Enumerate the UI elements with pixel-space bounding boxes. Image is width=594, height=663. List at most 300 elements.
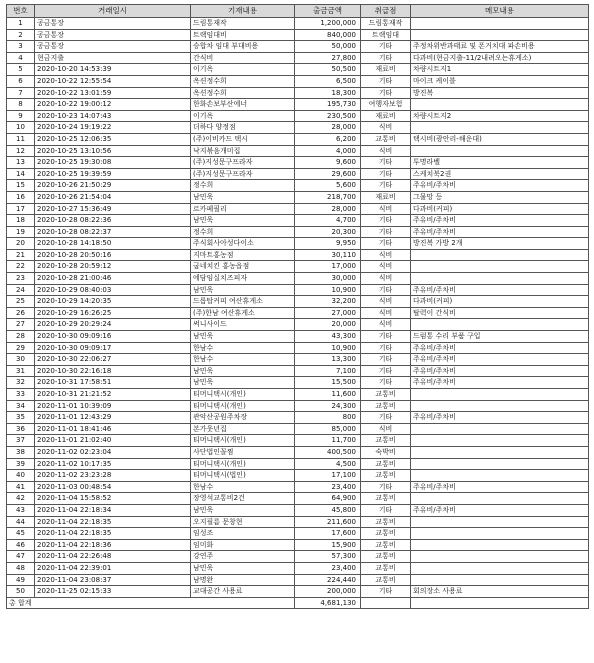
cell-no: 9 <box>7 110 35 122</box>
header-no: 번호 <box>7 5 35 18</box>
cell-datetime: 2020-11-01 21:02:40 <box>35 435 191 447</box>
cell-description: 정수희 <box>191 180 295 192</box>
table-row <box>7 539 589 551</box>
table-row <box>7 52 589 64</box>
cell-datetime: 2020-11-04 22:18:35 <box>35 528 191 540</box>
table-row <box>7 319 589 331</box>
cell-branch: 식비 <box>361 203 411 215</box>
cell-memo <box>411 400 589 412</box>
cell-no: 11 <box>7 133 35 145</box>
cell-memo <box>411 458 589 470</box>
cell-no: 3 <box>7 41 35 53</box>
cell-no: 6 <box>7 75 35 87</box>
cell-description: 교대공간 사용료 <box>191 586 295 598</box>
table-row <box>7 365 589 377</box>
cell-no: 5 <box>7 64 35 76</box>
table-row <box>7 296 589 308</box>
cell-description: 남민욱 <box>191 365 295 377</box>
cell-datetime: 2020-10-30 22:06:27 <box>35 354 191 366</box>
expense-table <box>6 4 589 609</box>
cell-no: 27 <box>7 319 35 331</box>
cell-amount: 11,600 <box>295 389 361 401</box>
cell-no: 47 <box>7 551 35 563</box>
cell-no: 21 <box>7 249 35 261</box>
cell-branch: 기타 <box>361 168 411 180</box>
cell-branch: 교통비 <box>361 562 411 574</box>
cell-description: 남민욱 <box>191 284 295 296</box>
table-row <box>7 41 589 53</box>
cell-datetime: 2020-10-26 21:54:04 <box>35 191 191 203</box>
cell-memo: 그물망 등 <box>411 191 589 203</box>
cell-amount: 11,700 <box>295 435 361 447</box>
cell-memo: 주유비/주차비 <box>411 180 589 192</box>
cell-branch: 교통비 <box>361 458 411 470</box>
cell-branch: 식비 <box>361 273 411 285</box>
cell-description: 트랙임대비 <box>191 29 295 41</box>
cell-branch: 기타 <box>361 52 411 64</box>
cell-branch: 교통비 <box>361 539 411 551</box>
total-memo-empty <box>411 597 589 609</box>
total-amount: 4,681,130 <box>295 597 361 609</box>
cell-datetime: 2020-10-25 19:39:59 <box>35 168 191 180</box>
cell-amount: 10,900 <box>295 284 361 296</box>
cell-no: 45 <box>7 528 35 540</box>
header-branch: 취급점 <box>361 5 411 18</box>
cell-description: 한남수 <box>191 342 295 354</box>
cell-no: 37 <box>7 435 35 447</box>
header-amount: 출금금액 <box>295 5 361 18</box>
cell-datetime: 2020-10-29 08:40:03 <box>35 284 191 296</box>
cell-datetime: 2020-10-29 20:29:24 <box>35 319 191 331</box>
cell-memo <box>411 516 589 528</box>
cell-no: 10 <box>7 122 35 134</box>
table-row <box>7 75 589 87</box>
table-row <box>7 562 589 574</box>
table-row <box>7 226 589 238</box>
cell-branch: 재료비 <box>361 191 411 203</box>
table-row <box>7 528 589 540</box>
cell-branch: 기타 <box>361 215 411 227</box>
cell-amount: 20,000 <box>295 319 361 331</box>
cell-memo: 주유비/주차비 <box>411 412 589 424</box>
cell-memo <box>411 551 589 563</box>
cell-datetime: 2020-10-28 20:59:12 <box>35 261 191 273</box>
cell-amount: 17,600 <box>295 528 361 540</box>
cell-memo <box>411 99 589 111</box>
cell-datetime: 2020-11-01 12:43:29 <box>35 412 191 424</box>
cell-amount: 50,500 <box>295 64 361 76</box>
cell-datetime: 2020-11-02 02:23:04 <box>35 446 191 458</box>
cell-no: 23 <box>7 273 35 285</box>
cell-no: 32 <box>7 377 35 389</box>
table-row <box>7 504 589 516</box>
cell-description: 드롭탑커피 여산휴게소 <box>191 296 295 308</box>
total-label: 총 합계 <box>7 597 295 609</box>
cell-datetime: 공금통장 <box>35 29 191 41</box>
cell-description: 남민욱 <box>191 562 295 574</box>
cell-datetime: 2020-10-26 21:50:29 <box>35 180 191 192</box>
table-row <box>7 133 589 145</box>
cell-datetime: 2020-10-22 12:55:54 <box>35 75 191 87</box>
cell-datetime: 2020-11-25 02:15:33 <box>35 586 191 598</box>
cell-branch: 교통비 <box>361 493 411 505</box>
table-row <box>7 191 589 203</box>
cell-amount: 20,300 <box>295 226 361 238</box>
cell-no: 4 <box>7 52 35 64</box>
cell-branch: 기타 <box>361 41 411 53</box>
cell-branch: 기타 <box>361 586 411 598</box>
cell-memo <box>411 122 589 134</box>
cell-no: 18 <box>7 215 35 227</box>
table-row <box>7 273 589 285</box>
cell-description: 한남수 <box>191 481 295 493</box>
cell-memo <box>411 435 589 447</box>
table-row <box>7 342 589 354</box>
cell-branch: 교통비 <box>361 133 411 145</box>
cell-branch: 기타 <box>361 180 411 192</box>
cell-no: 8 <box>7 99 35 111</box>
cell-no: 28 <box>7 331 35 343</box>
cell-branch: 교통비 <box>361 528 411 540</box>
table-row <box>7 18 589 30</box>
cell-no: 39 <box>7 458 35 470</box>
cell-description: 티머니택시(개인) <box>191 435 295 447</box>
cell-amount: 85,000 <box>295 423 361 435</box>
cell-amount: 6,200 <box>295 133 361 145</box>
table-row <box>7 574 589 586</box>
cell-no: 34 <box>7 400 35 412</box>
cell-description: (주)한남 여산휴게소 <box>191 307 295 319</box>
table-row <box>7 493 589 505</box>
cell-amount: 15,500 <box>295 377 361 389</box>
cell-description: 옥션정수희 <box>191 75 295 87</box>
cell-amount: 64,900 <box>295 493 361 505</box>
cell-amount: 23,400 <box>295 481 361 493</box>
table-row <box>7 180 589 192</box>
cell-description: 지마트홍농점 <box>191 249 295 261</box>
cell-datetime: 2020-10-25 13:10:56 <box>35 145 191 157</box>
cell-memo: 주유비/주차비 <box>411 354 589 366</box>
cell-no: 44 <box>7 516 35 528</box>
cell-memo <box>411 493 589 505</box>
cell-branch: 재료비 <box>361 110 411 122</box>
cell-no: 19 <box>7 226 35 238</box>
cell-description: 남민욱 <box>191 377 295 389</box>
cell-amount: 10,900 <box>295 342 361 354</box>
cell-no: 12 <box>7 145 35 157</box>
cell-description: 티머니택시(개인) <box>191 400 295 412</box>
cell-datetime: 2020-10-30 09:09:17 <box>35 342 191 354</box>
cell-branch: 기타 <box>361 481 411 493</box>
table-row <box>7 435 589 447</box>
cell-description: (주)지성문구프라자 <box>191 157 295 169</box>
cell-datetime: 2020-10-31 21:21:52 <box>35 389 191 401</box>
cell-description: 르카페필리 <box>191 203 295 215</box>
cell-no: 2 <box>7 29 35 41</box>
cell-branch: 기타 <box>361 412 411 424</box>
cell-no: 46 <box>7 539 35 551</box>
cell-description: 오지필름 문창현 <box>191 516 295 528</box>
cell-no: 17 <box>7 203 35 215</box>
cell-no: 20 <box>7 238 35 250</box>
cell-amount: 45,800 <box>295 504 361 516</box>
cell-amount: 4,700 <box>295 215 361 227</box>
cell-amount: 400,500 <box>295 446 361 458</box>
cell-no: 13 <box>7 157 35 169</box>
cell-no: 7 <box>7 87 35 99</box>
cell-no: 26 <box>7 307 35 319</box>
total-row <box>7 597 589 609</box>
cell-no: 31 <box>7 365 35 377</box>
cell-memo: 주유비/주차비 <box>411 481 589 493</box>
cell-branch: 식비 <box>361 145 411 157</box>
cell-memo: 주유비/주차비 <box>411 215 589 227</box>
cell-datetime: 2020-11-04 22:26:48 <box>35 551 191 563</box>
cell-branch: 기타 <box>361 377 411 389</box>
cell-branch: 식비 <box>361 296 411 308</box>
cell-description: 장영석교통비2건 <box>191 493 295 505</box>
header-memo: 메모내용 <box>411 5 589 18</box>
cell-memo: 차량시트지1 <box>411 64 589 76</box>
table-row <box>7 157 589 169</box>
cell-branch: 기타 <box>361 504 411 516</box>
table-row <box>7 400 589 412</box>
cell-datetime: 2020-11-02 23:23:28 <box>35 470 191 482</box>
cell-datetime: 2020-10-30 09:09:16 <box>35 331 191 343</box>
table-row <box>7 307 589 319</box>
cell-no: 29 <box>7 342 35 354</box>
cell-datetime: 2020-10-28 08:22:36 <box>35 215 191 227</box>
table-row <box>7 354 589 366</box>
cell-memo: 차량시트지2 <box>411 110 589 122</box>
table-row <box>7 284 589 296</box>
cell-no: 24 <box>7 284 35 296</box>
cell-datetime: 2020-11-03 00:48:54 <box>35 481 191 493</box>
total-branch-empty <box>361 597 411 609</box>
cell-description: 이기옥 <box>191 110 295 122</box>
cell-description: 임미화 <box>191 539 295 551</box>
cell-description: 티머니택시(개인) <box>191 389 295 401</box>
cell-description: 옥션정수희 <box>191 87 295 99</box>
table-row <box>7 87 589 99</box>
cell-amount: 800 <box>295 412 361 424</box>
cell-amount: 211,600 <box>295 516 361 528</box>
cell-branch: 교통비 <box>361 435 411 447</box>
header-datetime: 거래일시 <box>35 5 191 18</box>
cell-amount: 27,000 <box>295 307 361 319</box>
cell-description: 남민욱 <box>191 331 295 343</box>
cell-branch: 식비 <box>361 423 411 435</box>
cell-amount: 23,400 <box>295 562 361 574</box>
table-row <box>7 29 589 41</box>
cell-datetime: 2020-11-04 22:39:01 <box>35 562 191 574</box>
cell-branch: 교통비 <box>361 551 411 563</box>
cell-memo: 회의장소 사용료 <box>411 586 589 598</box>
cell-description: 이기옥 <box>191 64 295 76</box>
cell-datetime: 2020-10-31 17:58:51 <box>35 377 191 389</box>
cell-description: 정수희 <box>191 226 295 238</box>
cell-amount: 27,800 <box>295 52 361 64</box>
cell-branch: 교통비 <box>361 516 411 528</box>
cell-branch: 트랙임대 <box>361 29 411 41</box>
cell-description: 주식회사아성다이소 <box>191 238 295 250</box>
cell-amount: 32,200 <box>295 296 361 308</box>
cell-amount: 28,000 <box>295 122 361 134</box>
cell-amount: 7,100 <box>295 365 361 377</box>
cell-amount: 9,600 <box>295 157 361 169</box>
cell-branch: 교통비 <box>361 574 411 586</box>
cell-memo: 다과비(커피) <box>411 296 589 308</box>
cell-branch: 재료비 <box>361 64 411 76</box>
cell-no: 49 <box>7 574 35 586</box>
cell-description: 남민욱 <box>191 504 295 516</box>
cell-description: 남명완 <box>191 574 295 586</box>
cell-datetime: 2020-10-25 12:06:35 <box>35 133 191 145</box>
cell-memo: 드럼통 수리 부품 구입 <box>411 331 589 343</box>
cell-branch: 기타 <box>361 331 411 343</box>
cell-amount: 5,600 <box>295 180 361 192</box>
cell-datetime: 2020-10-23 14:07:43 <box>35 110 191 122</box>
cell-description: 드림통재작 <box>191 18 295 30</box>
cell-datetime: 2020-10-22 13:01:59 <box>35 87 191 99</box>
cell-amount: 4,500 <box>295 458 361 470</box>
cell-datetime: 2020-11-04 23:08:37 <box>35 574 191 586</box>
cell-branch: 드림통재작 <box>361 18 411 30</box>
cell-memo <box>411 528 589 540</box>
table-row <box>7 470 589 482</box>
cell-memo: 주유비/주차비 <box>411 226 589 238</box>
cell-amount: 28,000 <box>295 203 361 215</box>
cell-amount: 17,000 <box>295 261 361 273</box>
table-row <box>7 215 589 227</box>
cell-amount: 29,600 <box>295 168 361 180</box>
cell-memo: 방진복 가방 2개 <box>411 238 589 250</box>
cell-datetime: 2020-10-24 19:19:22 <box>35 122 191 134</box>
table-row <box>7 238 589 250</box>
table-row <box>7 331 589 343</box>
table-row <box>7 586 589 598</box>
cell-memo: 주유비/주차비 <box>411 365 589 377</box>
cell-memo: 다과비(현금지출-11/2내려오는휴게소) <box>411 52 589 64</box>
expense-sheet <box>6 4 588 609</box>
cell-no: 16 <box>7 191 35 203</box>
table-row <box>7 64 589 76</box>
cell-description: 에담임실치즈피자 <box>191 273 295 285</box>
cell-datetime: 2020-10-29 16:26:25 <box>35 307 191 319</box>
cell-description: 본가웃년집 <box>191 423 295 435</box>
cell-no: 35 <box>7 412 35 424</box>
cell-no: 1 <box>7 18 35 30</box>
cell-no: 38 <box>7 446 35 458</box>
cell-no: 50 <box>7 586 35 598</box>
cell-memo <box>411 145 589 157</box>
cell-memo <box>411 446 589 458</box>
cell-datetime: 2020-11-01 18:41:46 <box>35 423 191 435</box>
table-row <box>7 203 589 215</box>
cell-description: 굽네치킨 홍농읍점 <box>191 261 295 273</box>
table-row <box>7 389 589 401</box>
table-row <box>7 516 589 528</box>
cell-amount: 230,500 <box>295 110 361 122</box>
cell-amount: 4,000 <box>295 145 361 157</box>
cell-amount: 57,300 <box>295 551 361 563</box>
cell-description: 남민욱 <box>191 215 295 227</box>
table-row <box>7 551 589 563</box>
cell-branch: 숙박비 <box>361 446 411 458</box>
cell-amount: 30,110 <box>295 249 361 261</box>
cell-branch: 식비 <box>361 122 411 134</box>
cell-memo <box>411 574 589 586</box>
cell-amount: 1,200,000 <box>295 18 361 30</box>
table-row <box>7 377 589 389</box>
cell-memo <box>411 18 589 30</box>
table-row <box>7 412 589 424</box>
cell-description: 간식비 <box>191 52 295 64</box>
cell-branch: 교통비 <box>361 389 411 401</box>
cell-branch: 기타 <box>361 365 411 377</box>
cell-description: 관악산공원주차장 <box>191 412 295 424</box>
cell-no: 33 <box>7 389 35 401</box>
table-row <box>7 481 589 493</box>
table-row <box>7 423 589 435</box>
cell-no: 43 <box>7 504 35 516</box>
cell-amount: 9,950 <box>295 238 361 250</box>
cell-datetime: 2020-11-02 10:17:35 <box>35 458 191 470</box>
cell-no: 40 <box>7 470 35 482</box>
cell-datetime: 공금통장 <box>35 18 191 30</box>
cell-datetime: 2020-10-28 08:22:37 <box>35 226 191 238</box>
cell-amount: 840,000 <box>295 29 361 41</box>
cell-amount: 6,500 <box>295 75 361 87</box>
cell-memo <box>411 319 589 331</box>
cell-amount: 218,700 <box>295 191 361 203</box>
cell-branch: 식비 <box>361 307 411 319</box>
header-row <box>7 5 589 18</box>
cell-branch: 기타 <box>361 354 411 366</box>
cell-branch: 기타 <box>361 284 411 296</box>
cell-memo: 택시비(광안리-해운대) <box>411 133 589 145</box>
cell-memo <box>411 29 589 41</box>
cell-description: 한남수 <box>191 354 295 366</box>
cell-amount: 15,900 <box>295 539 361 551</box>
cell-description: 강연주 <box>191 551 295 563</box>
cell-description: (주)지성문구프라자 <box>191 168 295 180</box>
cell-datetime: 2020-10-28 14:18:50 <box>35 238 191 250</box>
cell-memo: 마이크 케이블 <box>411 75 589 87</box>
cell-branch: 기타 <box>361 87 411 99</box>
cell-memo: 주유비/주차비 <box>411 504 589 516</box>
cell-amount: 17,100 <box>295 470 361 482</box>
header-description: 기재내용 <box>191 5 295 18</box>
table-row <box>7 110 589 122</box>
table-row <box>7 122 589 134</box>
cell-datetime: 2020-10-28 20:50:16 <box>35 249 191 261</box>
cell-no: 25 <box>7 296 35 308</box>
cell-datetime: 2020-10-22 19:00:12 <box>35 99 191 111</box>
cell-memo: 방진복 <box>411 87 589 99</box>
cell-amount: 24,300 <box>295 400 361 412</box>
cell-description: 임성조 <box>191 528 295 540</box>
cell-memo <box>411 261 589 273</box>
cell-branch: 교통비 <box>361 470 411 482</box>
cell-description: 남민욱 <box>191 191 295 203</box>
cell-memo <box>411 539 589 551</box>
cell-datetime: 공금통장 <box>35 41 191 53</box>
cell-amount: 18,300 <box>295 87 361 99</box>
cell-no: 42 <box>7 493 35 505</box>
cell-branch: 식비 <box>361 319 411 331</box>
cell-memo: 주유비/주차비 <box>411 284 589 296</box>
